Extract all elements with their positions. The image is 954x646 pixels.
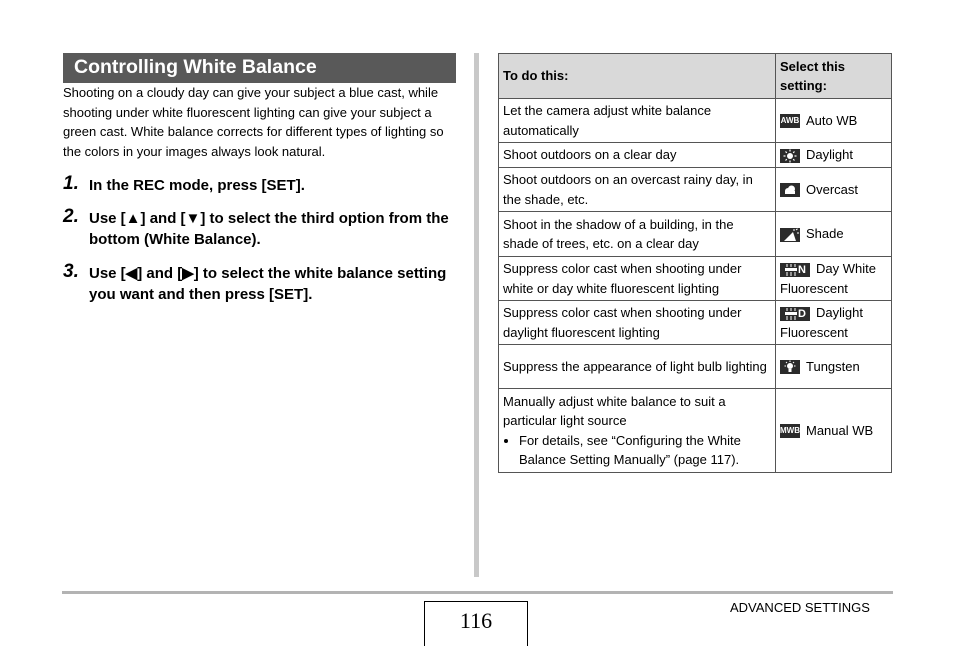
page-number: 116 bbox=[459, 608, 493, 633]
column-header: Select this setting: bbox=[776, 54, 892, 99]
step-3 bbox=[63, 263, 458, 305]
setting-label: Overcast bbox=[806, 181, 859, 197]
setting-label: Auto WB bbox=[806, 112, 858, 128]
fluorescent-n-icon bbox=[780, 263, 810, 277]
footer-section-label: ADVANCED SETTINGS bbox=[730, 600, 870, 615]
setting-cell bbox=[776, 143, 892, 168]
fluorescent-d-icon bbox=[780, 307, 810, 321]
table-row bbox=[499, 143, 892, 168]
action-cell: Shoot outdoors on a clear day bbox=[499, 143, 776, 168]
shade-icon bbox=[780, 228, 800, 242]
action-text: Manually adjust white balance to suit a particular light source bbox=[503, 393, 726, 428]
table-header-row bbox=[499, 54, 892, 99]
setting-cell bbox=[776, 99, 892, 143]
setting-label: Shade bbox=[806, 226, 844, 242]
table-row bbox=[499, 389, 892, 473]
section-heading: Controlling White Balance bbox=[74, 56, 317, 78]
action-cell: Suppress the appearance of light bulb lighting bbox=[499, 345, 776, 389]
action-cell: Let the camera adjust white balance automatically bbox=[499, 99, 776, 143]
footer-rule bbox=[62, 591, 893, 594]
setting-cell bbox=[776, 257, 892, 301]
step-2 bbox=[63, 208, 458, 250]
step-1 bbox=[63, 175, 458, 196]
setting-cell bbox=[776, 212, 892, 257]
setting-label: Daylight Fluorescent bbox=[780, 305, 863, 340]
step-number: 3. bbox=[63, 261, 79, 282]
icon-letter: D bbox=[798, 307, 806, 320]
step-text: Use [▲] and [▼] to select the third option from the bottom (White Balance). bbox=[89, 210, 449, 248]
step-text: In the REC mode, press [SET]. bbox=[89, 177, 305, 194]
setting-cell bbox=[776, 345, 892, 389]
column-header: To do this: bbox=[499, 54, 776, 99]
setting-cell bbox=[776, 301, 892, 345]
table-row bbox=[499, 257, 892, 301]
table-row bbox=[499, 345, 892, 389]
table-row bbox=[499, 168, 892, 212]
table-row bbox=[499, 301, 892, 345]
tungsten-icon bbox=[780, 360, 800, 374]
awb-icon: AWB bbox=[780, 114, 800, 128]
action-cell: Suppress color cast when shooting under daylight fluorescent lighting bbox=[499, 301, 776, 345]
step-number: 1. bbox=[63, 173, 79, 194]
section-heading-bar bbox=[63, 53, 456, 83]
bullet-list bbox=[503, 431, 771, 470]
list-item: • For details, see “Configuring the White Balance Setting Manually” (page 117). bbox=[519, 431, 771, 470]
table-row bbox=[499, 212, 892, 257]
white-balance-table bbox=[498, 53, 892, 473]
setting-label: Tungsten bbox=[806, 358, 860, 374]
setting-label: Daylight bbox=[806, 147, 853, 163]
icon-letter: N bbox=[798, 263, 806, 276]
sun-icon bbox=[780, 149, 800, 163]
cloud-icon bbox=[780, 183, 800, 197]
step-text: Use [◀] and [▶] to select the white balance setting you want and then press [SET]. bbox=[89, 265, 447, 303]
action-cell: Suppress color cast when shooting under white or day white fluorescent lighting bbox=[499, 257, 776, 301]
step-number: 2. bbox=[63, 206, 79, 227]
action-cell bbox=[499, 389, 776, 473]
setting-cell bbox=[776, 389, 892, 473]
action-cell: Shoot outdoors on an overcast rainy day, in the shade, etc. bbox=[499, 168, 776, 212]
column-divider bbox=[474, 53, 479, 577]
setting-cell bbox=[776, 168, 892, 212]
mwb-icon: MWB bbox=[780, 424, 800, 438]
setting-label: Day White Fluorescent bbox=[780, 261, 876, 296]
table-row bbox=[499, 99, 892, 143]
intro-paragraph: Shooting on a cloudy day can give your subject a blue cast, while shooting under white fluorescent lighting can give your subject a green cast. White balance corrects for different types of lighting so the colors in your images always look natural. bbox=[63, 85, 444, 159]
action-cell: Shoot in the shadow of a building, in the shade of trees, etc. on a clear day bbox=[499, 212, 776, 257]
page-number-box bbox=[424, 601, 528, 646]
setting-label: Manual WB bbox=[806, 422, 874, 438]
